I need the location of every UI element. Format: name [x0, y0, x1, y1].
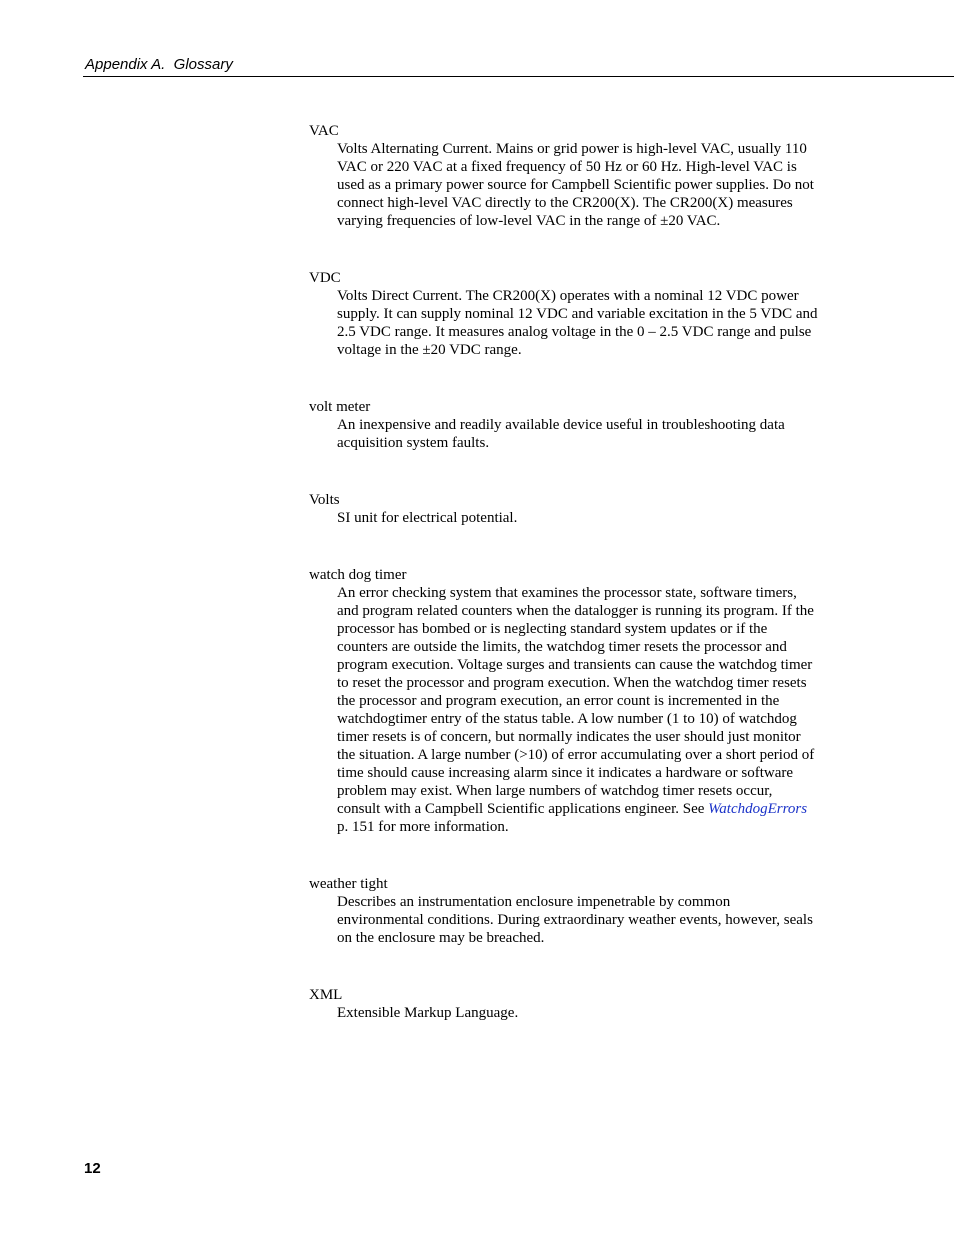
glossary-term: volt meter	[309, 399, 371, 415]
glossary-term: VAC	[309, 123, 339, 139]
page-number: 12	[84, 1160, 101, 1177]
glossary-term: XML	[309, 987, 343, 1003]
glossary-definition: SI unit for electrical potential.	[337, 510, 518, 526]
watchdog-errors-link[interactable]: WatchdogErrors	[708, 801, 808, 817]
glossary-definition: An inexpensive and readily available device useful in troubleshooting data acquisition system faults.	[337, 417, 785, 451]
glossary-definition: Extensible Markup Language.	[337, 1005, 519, 1021]
glossary-definition: Volts Alternating Current. Mains or grid power is high-level VAC, usually 110 VAC or 220 VAC at a fixed frequency of 50 Hz or 60 Hz. High-level VAC is used as a primary power source for Campbell Scientific power supplies. Do not connect high-level VAC directly to the CR200(X). The CR200(X) measures varying frequencies of low-level VAC in the range of ±20 VAC.	[337, 141, 814, 229]
glossary-entry-volts	[309, 491, 829, 527]
glossary-definition: Volts Direct Current. The CR200(X) operates with a nominal 12 VDC power supply. It can supply nominal 12 VDC and variable excitation in the 5 VDC and 2.5 VDC range. It measures analog voltage in the 0 – 2.5 VDC range and pulse voltage in the ±20 VDC range.	[337, 288, 818, 358]
glossary-definition	[337, 584, 819, 836]
definition-text: An error checking system that examines the processor state, software timers, and program related counters when the datalogger is running its program. If the processor has bombed or is neglecting standard system updates or if the counters are outside the limits, the watchdog timer resets the processor and program execution. Voltage surges and transients can cause the watchdog timer to reset the processor and program execution. When the watchdog timer resets the processor and program execution, an error count is incremented in the watchdogtimer entry of the status table. A low number (1 to 10) of watchdog timer resets is of concern, but normally indicates the user should just monitor the situation. A large number (>10) of error accumulating over a short period of time should cause increasing alarm since it indicates a hardware or software problem may exist. When large numbers of watchdog timer resets occur, consult with a Campbell Scientific applications engineer. See	[337, 585, 815, 817]
glossary-list	[309, 122, 829, 1061]
glossary-entry-watch-dog-timer	[309, 566, 829, 836]
glossary-entry-vac	[309, 122, 829, 230]
glossary-term: watch dog timer	[309, 567, 407, 583]
glossary-entry-weather-tight	[309, 875, 829, 947]
glossary-term: weather tight	[309, 876, 388, 892]
glossary-entry-vdc	[309, 269, 829, 359]
glossary-entry-xml	[309, 986, 829, 1022]
running-header-title: Appendix A. Glossary	[85, 56, 233, 73]
glossary-term: Volts	[309, 492, 340, 508]
glossary-entry-volt-meter	[309, 398, 829, 452]
glossary-term: VDC	[309, 270, 341, 286]
glossary-definition: Describes an instrumentation enclosure impenetrable by common environmental conditions. During extraordinary weather events, however, seals on the enclosure may be breached.	[337, 894, 813, 946]
running-header	[83, 55, 954, 77]
definition-text: p. 151 for more information.	[337, 819, 509, 835]
